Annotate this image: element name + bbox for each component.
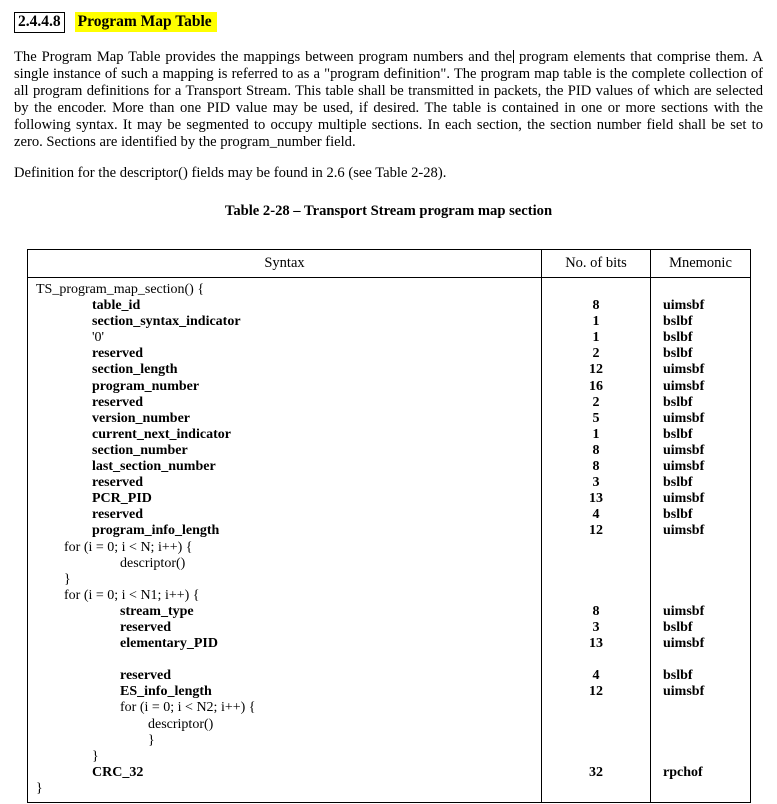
bits-cell: 13 <box>542 491 651 507</box>
syntax-cell: TS_program_map_section() { <box>28 278 542 299</box>
table-row <box>28 588 751 604</box>
table-row <box>28 604 751 620</box>
bits-cell: 2 <box>542 346 651 362</box>
table-row <box>28 278 751 299</box>
table-row <box>28 540 751 556</box>
mnemonic-cell: bslbf <box>651 395 751 411</box>
bits-cell <box>542 572 651 588</box>
syntax-cell: } <box>28 733 542 749</box>
bits-cell <box>542 556 651 572</box>
table-row <box>28 765 751 781</box>
syntax-cell: ES_info_length <box>28 684 542 700</box>
table-row <box>28 427 751 443</box>
bits-cell <box>542 749 651 765</box>
syntax-cell: reserved <box>28 475 542 491</box>
table-row <box>28 781 751 803</box>
bits-cell: 3 <box>542 475 651 491</box>
mnemonic-cell <box>651 700 751 716</box>
syntax-cell <box>28 652 542 668</box>
bits-cell: 8 <box>542 459 651 475</box>
table-row <box>28 411 751 427</box>
table-row <box>28 475 751 491</box>
bits-cell: 4 <box>542 507 651 523</box>
syntax-cell: program_info_length <box>28 523 542 539</box>
table-row <box>28 749 751 765</box>
mnemonic-cell: bslbf <box>651 427 751 443</box>
mnemonic-cell: uimsbf <box>651 684 751 700</box>
mnemonic-cell: bslbf <box>651 620 751 636</box>
mnemonic-cell: uimsbf <box>651 443 751 459</box>
syntax-cell: for (i = 0; i < N; i++) { <box>28 540 542 556</box>
table-row <box>28 556 751 572</box>
mnemonic-cell: bslbf <box>651 314 751 330</box>
table-row <box>28 668 751 684</box>
mnemonic-cell: uimsbf <box>651 411 751 427</box>
bits-cell: 8 <box>542 604 651 620</box>
table-row <box>28 733 751 749</box>
mnemonic-cell <box>651 781 751 803</box>
table-row <box>28 620 751 636</box>
header-syntax: Syntax <box>28 250 542 278</box>
bits-cell: 4 <box>542 668 651 684</box>
table-row <box>28 459 751 475</box>
bits-cell: 13 <box>542 636 651 652</box>
syntax-cell: version_number <box>28 411 542 427</box>
mnemonic-cell: rpchof <box>651 765 751 781</box>
mnemonic-cell: uimsbf <box>651 362 751 378</box>
mnemonic-cell <box>651 717 751 733</box>
section-title: Program Map Table <box>75 12 217 32</box>
syntax-cell: for (i = 0; i < N2; i++) { <box>28 700 542 716</box>
table-row <box>28 395 751 411</box>
mnemonic-cell: uimsbf <box>651 379 751 395</box>
mnemonic-cell <box>651 588 751 604</box>
table-row <box>28 652 751 668</box>
syntax-cell: reserved <box>28 507 542 523</box>
bits-cell: 12 <box>542 362 651 378</box>
table-row <box>28 700 751 716</box>
paragraph-1-text-before: The Program Map Table provides the mappings between program numbers and the <box>14 49 513 65</box>
syntax-cell: descriptor() <box>28 717 542 733</box>
mnemonic-cell <box>651 749 751 765</box>
mnemonic-cell <box>651 652 751 668</box>
mnemonic-cell: uimsbf <box>651 298 751 314</box>
mnemonic-cell: uimsbf <box>651 491 751 507</box>
table-row <box>28 330 751 346</box>
syntax-cell: stream_type <box>28 604 542 620</box>
syntax-cell: reserved <box>28 668 542 684</box>
mnemonic-cell <box>651 556 751 572</box>
paragraph-2: Definition for the descriptor() fields may be found in 2.6 (see Table 2-28). <box>14 165 447 181</box>
bits-cell <box>542 588 651 604</box>
bits-cell: 8 <box>542 443 651 459</box>
mnemonic-cell <box>651 540 751 556</box>
header-mnemonic: Mnemonic <box>651 250 751 278</box>
syntax-table <box>27 249 751 803</box>
table-row <box>28 379 751 395</box>
syntax-cell: current_next_indicator <box>28 427 542 443</box>
mnemonic-cell: bslbf <box>651 668 751 684</box>
syntax-cell: table_id <box>28 298 542 314</box>
table-row <box>28 523 751 539</box>
syntax-cell: reserved <box>28 395 542 411</box>
bits-cell: 1 <box>542 330 651 346</box>
table-row <box>28 507 751 523</box>
section-heading <box>14 12 763 33</box>
mnemonic-cell <box>651 278 751 299</box>
mnemonic-cell: uimsbf <box>651 523 751 539</box>
mnemonic-cell <box>651 572 751 588</box>
bits-cell: 16 <box>542 379 651 395</box>
table-row <box>28 314 751 330</box>
bits-cell <box>542 717 651 733</box>
bits-cell: 1 <box>542 314 651 330</box>
table-row <box>28 717 751 733</box>
table-caption: Table 2-28 – Transport Stream program map section <box>224 203 553 219</box>
bits-cell <box>542 278 651 299</box>
table-row <box>28 346 751 362</box>
bits-cell <box>542 652 651 668</box>
syntax-cell: reserved <box>28 620 542 636</box>
syntax-cell: PCR_PID <box>28 491 542 507</box>
table-header-row <box>28 250 751 278</box>
bits-cell: 1 <box>542 427 651 443</box>
paragraph-1 <box>14 49 763 151</box>
bits-cell: 5 <box>542 411 651 427</box>
table-row <box>28 491 751 507</box>
bits-cell: 12 <box>542 684 651 700</box>
table-row <box>28 362 751 378</box>
syntax-cell: } <box>28 749 542 765</box>
table-row <box>28 572 751 588</box>
bits-cell <box>542 540 651 556</box>
syntax-cell: reserved <box>28 346 542 362</box>
bits-cell: 3 <box>542 620 651 636</box>
table-row <box>28 684 751 700</box>
bits-cell: 32 <box>542 765 651 781</box>
syntax-cell: section_number <box>28 443 542 459</box>
header-bits: No. of bits <box>542 250 651 278</box>
mnemonic-cell <box>651 733 751 749</box>
mnemonic-cell: bslbf <box>651 346 751 362</box>
revision-bar <box>513 50 514 63</box>
bits-cell: 12 <box>542 523 651 539</box>
mnemonic-cell: bslbf <box>651 330 751 346</box>
syntax-cell: } <box>28 781 542 803</box>
bits-cell <box>542 733 651 749</box>
syntax-cell: '0' <box>28 330 542 346</box>
clause-number: 2.4.4.8 <box>14 12 65 33</box>
syntax-cell: section_syntax_indicator <box>28 314 542 330</box>
mnemonic-cell: uimsbf <box>651 604 751 620</box>
mnemonic-cell: uimsbf <box>651 636 751 652</box>
bits-cell <box>542 700 651 716</box>
mnemonic-cell: bslbf <box>651 475 751 491</box>
table-row <box>28 443 751 459</box>
mnemonic-cell: bslbf <box>651 507 751 523</box>
syntax-cell: section_length <box>28 362 542 378</box>
paragraph-1-text-after: program elements that comprise them. A single instance of such a mapping is referred to as a "program definition". The program map table is the complete collection of all program definitions for a Transport Stream. This table shall be transmitted in packets, the PID values of which are selected by the encoder. More than one PID value may be used, if desired. The table is contained in one or more sections with the following syntax. It may be segmented to occupy multiple sections. In each section, the section number field shall be set to zero. Sections are identified by the program_number field. <box>14 49 763 150</box>
syntax-cell: for (i = 0; i < N1; i++) { <box>28 588 542 604</box>
syntax-cell: elementary_PID <box>28 636 542 652</box>
syntax-cell: CRC_32 <box>28 765 542 781</box>
mnemonic-cell: uimsbf <box>651 459 751 475</box>
bits-cell: 2 <box>542 395 651 411</box>
syntax-cell: program_number <box>28 379 542 395</box>
bits-cell: 8 <box>542 298 651 314</box>
table-row <box>28 298 751 314</box>
syntax-cell: } <box>28 572 542 588</box>
syntax-cell: descriptor() <box>28 556 542 572</box>
bits-cell <box>542 781 651 803</box>
table-row <box>28 636 751 652</box>
syntax-cell: last_section_number <box>28 459 542 475</box>
